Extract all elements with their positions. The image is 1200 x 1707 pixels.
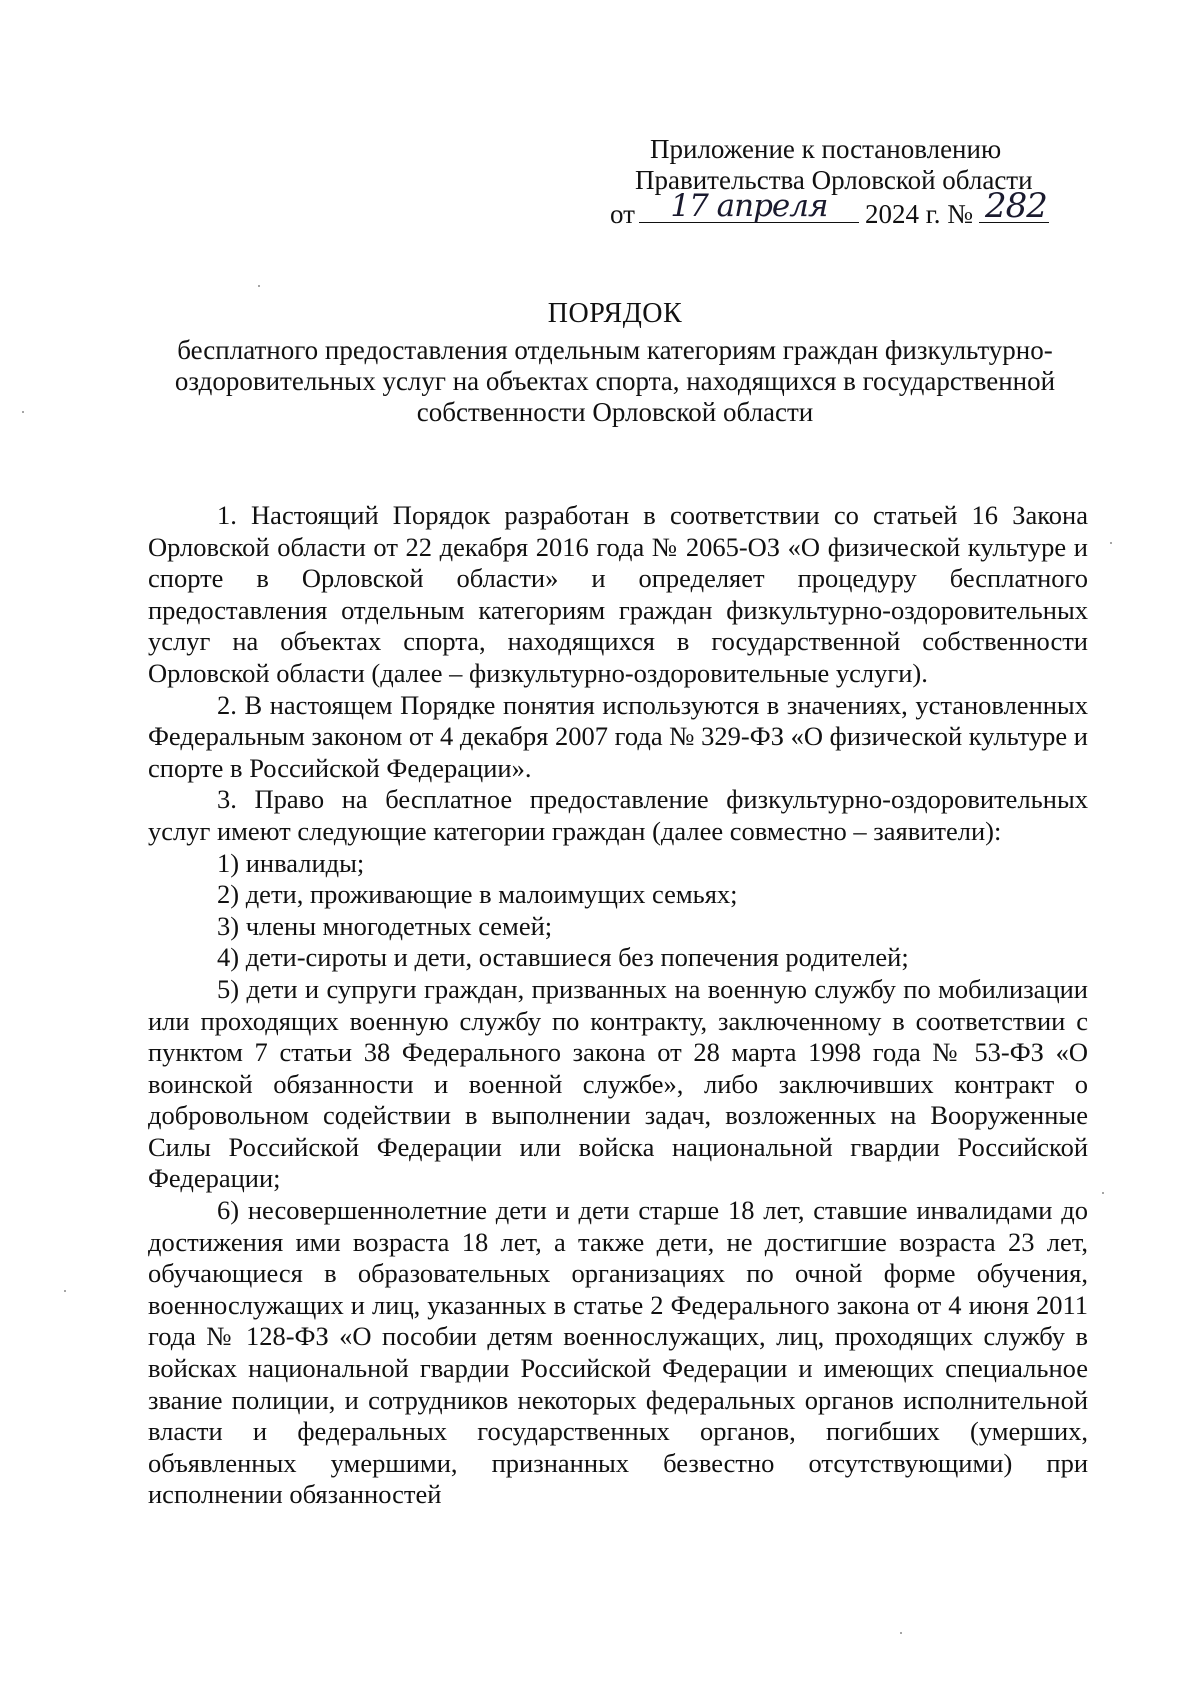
appendix-line-2: Правительства Орловской области xyxy=(635,165,1033,195)
paragraph-3: 3. Право на бесплатное предоставление физкультурно-оздоровительных услуг имеют следующие категории граждан (далее совместно – заявители): xyxy=(148,784,1088,846)
list-item: 1) инвалиды; xyxy=(217,847,365,878)
paragraph-1: 1. Настоящий Порядок разработан в соответствии со статьей 16 Закона Орловской области от 22 декабря 2016 года № 2065-ОЗ «О физической культуре и спорте в Орловской области» и определяет процедуру бесплатного предоставления отдельным категориям граждан физкультурно-оздоровительных услуг на объектах спорта, находящихся в государственной собственности Орловской области (далее – физкультурно-оздоровительные услуги). xyxy=(148,500,1088,688)
list-item: 2) дети, проживающие в малоимущих семьях; xyxy=(217,879,738,910)
list-item: 4) дети-сироты и дети, оставшиеся без попечения родителей; xyxy=(217,942,909,973)
appendix-date-line xyxy=(600,186,1070,230)
document-title xyxy=(130,298,1100,428)
scan-speck xyxy=(64,1290,66,1292)
scan-speck xyxy=(1110,542,1112,544)
number-field xyxy=(979,186,1049,226)
list-item: 6) несовершеннолетние дети и дети старше 18 лет, ставшие инвалидами до достижения ими возраста 18 лет, а также дети, не достигшие возраста 23 лет, обучающиеся в образовательных организациях по очной форме обучения, военнослужащих и лиц, указанных в статье 2 Федерального закона от 4 июня 2011 года № 128-ФЗ «О пособии детям военнослужащих, лиц, проходящих службу в войсках национальной гвардии Российской Федерации и имеющих специальное звание полиции, и сотрудников некоторых федеральных органов исполнительной власти и федеральных государственных органов, погибших (умерших, объявленных умершими, признанных безвестно отсутствующими) при исполнении обязанностей xyxy=(148,1195,1088,1510)
list-item: 5) дети и супруги граждан, призванных на военную службу по мобилизации или проходящих военную службу по контракту, заключенному в соответствии с пунктом 7 статьи 38 Федерального закона от 28 марта 1998 года № 53-ФЗ «О воинской обязанности и военной службе», либо заключивших контракт о добровольном содействии в выполнении задач, возложенных на Вооруженные Силы Российской Федерации или войска национальной гвардии Российской Федерации; xyxy=(148,973,1088,1194)
scan-speck xyxy=(1102,1192,1104,1194)
scan-speck xyxy=(22,411,24,413)
appendix-line-1: Приложение к постановлению xyxy=(650,134,1002,164)
appendix-header xyxy=(600,134,1070,230)
paragraph-2: 2. В настоящем Порядке понятия используются в значениях, установленных Федеральным законом от 4 декабря 2007 года № 329-ФЗ «О физической культуре и спорте в Российской Федерации». xyxy=(148,689,1088,783)
date-field xyxy=(639,188,859,224)
handwritten-number: 282 xyxy=(985,186,1047,226)
scan-speck xyxy=(258,285,260,287)
title-subtitle-text: бесплатного предоставления отдельным категориям граждан физкультурно-оздоровительных услуг на объектах спорта, находящихся в государственной собственности Орловской области xyxy=(174,335,1056,427)
handwritten-date: 17 апреля xyxy=(670,188,828,224)
appendix-year-text: 2024 г. № xyxy=(864,199,973,229)
scan-speck xyxy=(900,1632,902,1634)
appendix-prefix-ot: от xyxy=(610,199,635,229)
title-heading: ПОРЯДОК xyxy=(547,298,683,329)
list-item: 3) члены многодетных семей; xyxy=(217,910,553,941)
title-subtitle xyxy=(130,335,1100,428)
document-body xyxy=(148,500,1088,1511)
